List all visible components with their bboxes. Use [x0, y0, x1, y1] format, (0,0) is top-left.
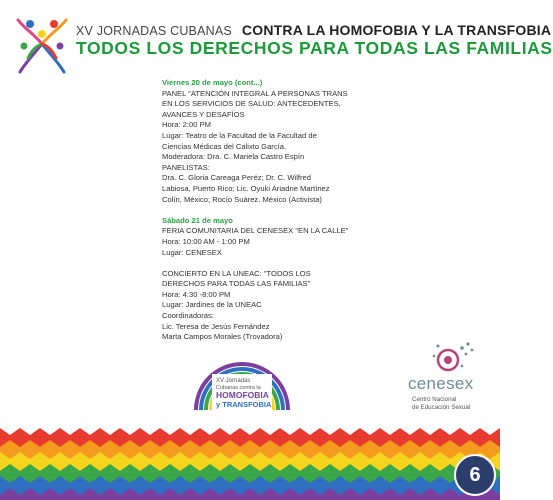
event-name: XV JORNADAS CUBANAS [76, 24, 232, 38]
friday-line: Labiosa, Puerto Rico; Lic. Oyuki Ariadne Martínez [162, 183, 330, 193]
logo-line1: XV Jornadas [216, 378, 251, 384]
sat-b-line: DERECHOS PARA TODAS LAS FAMILIAS" [162, 279, 311, 289]
friday-line: Lugar: Teatro de la Facultad de la Facultad de [162, 130, 317, 140]
logo-line3: HOMOFOBIA [216, 390, 269, 400]
cenesex-subtitle-2: de Educación Sexual [412, 404, 471, 411]
sat-a-line: Lugar: CENESEX [162, 247, 222, 257]
sat-b-line: CONCIERTO EN LA UNEAC: "TODOS LOS [162, 268, 311, 278]
friday-line: PANELISTAS: [162, 162, 210, 172]
rainbow-pattern [0, 428, 500, 500]
sat-b-line: Coordinadoras: [162, 311, 214, 321]
friday-line: Hora: 2:00 PM [162, 120, 211, 130]
cenesex-logo [408, 338, 492, 428]
logo-line2: Cubanas contra la [216, 385, 261, 391]
header [0, 0, 553, 78]
friday-line: Moderadora: Dra. C. Mariela Castro Espín [162, 152, 305, 162]
people-logo-icon [14, 14, 70, 76]
sat-b-line: Lic. Teresa de Jesús Fernández [162, 321, 270, 331]
friday-title: Viernes 20 de mayo (cont...) [162, 78, 263, 87]
page-number-badge: 6 [454, 454, 496, 496]
friday-details [162, 89, 402, 206]
friday-line: PANEL "ATENCIÓN INTEGRAL A PERSONAS TRANS [162, 88, 348, 98]
slogan: TODOS LOS DERECHOS PARA TODAS LAS FAMILIAS [76, 38, 553, 58]
sat-b-line: Lugar: Jardines de la UNEAC [162, 300, 262, 310]
sat-b-line: Hora: 4:30 -8:00 PM [162, 289, 231, 299]
sat-a-line: FERIA COMUNITARIA DEL CENESEX "EN LA CALLE" [162, 226, 349, 236]
saturday-title: Sábado 21 de mayo [162, 215, 233, 225]
cenesex-mark-icon [426, 338, 476, 376]
schedule-content [162, 78, 402, 343]
friday-line: Dra. C. Gloria Careaga Peréz; Dr. C. Wilfred [162, 173, 311, 183]
jornadas-logo [190, 352, 294, 412]
saturday-concert-details [162, 269, 402, 343]
cenesex-name: cenesex [408, 374, 474, 393]
sat-a-line: Hora: 10:00 AM - 1:00 PM [162, 236, 250, 246]
header-title-line [76, 22, 551, 38]
cenesex-subtitle-1: Centro Nacional [412, 396, 457, 403]
logo-line4: y TRANSFOBIA [216, 400, 272, 409]
sat-b-line: Marta Campos Morales (Trovadora) [162, 332, 283, 342]
saturday-fair-details [162, 226, 402, 258]
campaign-title: CONTRA LA HOMOFOBIA Y LA TRANSFOBIA [241, 22, 552, 38]
friday-line: EN LOS SERVICIOS DE SALUD: ANTECEDENTES, [162, 99, 341, 109]
friday-line: Ciencias Médicas del Calixto García. [162, 141, 287, 151]
friday-line: Colín, México; Rocío Suárez. México (Activista) [162, 194, 322, 204]
rainbow-arc-icon [190, 352, 294, 412]
friday-line: AVANCES Y DESAFÍOS [162, 109, 245, 119]
